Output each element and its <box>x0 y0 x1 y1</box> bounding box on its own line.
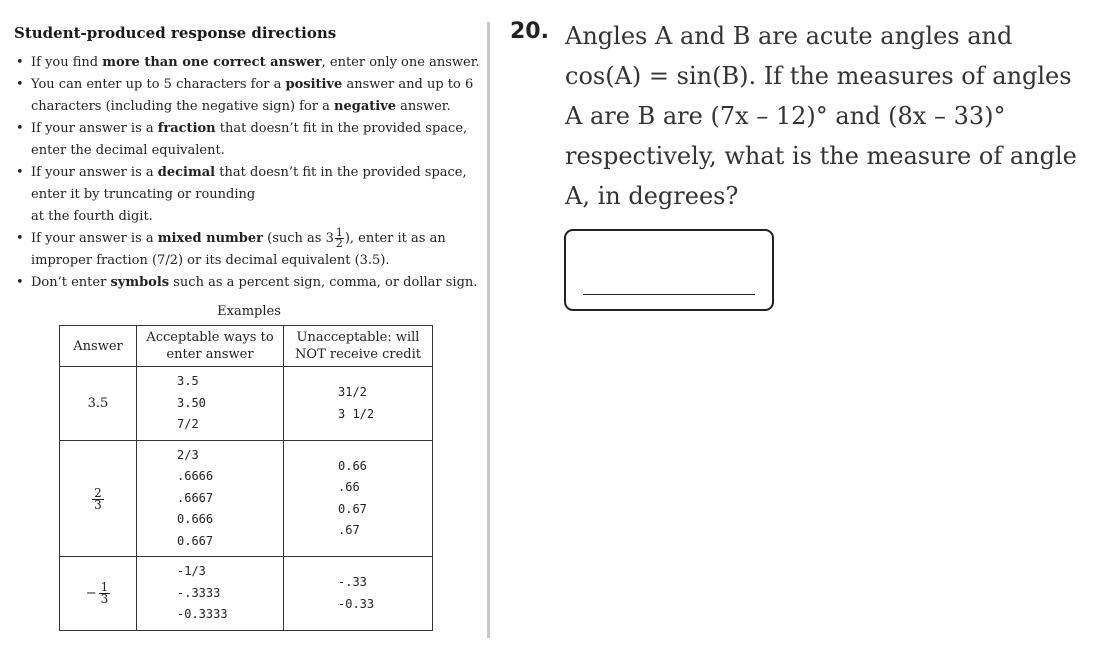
acceptable-cell: 2/3 .6666 .6667 0.666 0.667 <box>137 441 284 557</box>
examples-table <box>59 325 433 631</box>
unacceptable-cell: -.33 -0.33 <box>284 557 433 631</box>
acceptable-cell: -1/3 -.3333 -0.3333 <box>137 557 284 631</box>
answer-cell: 3.5 <box>60 367 137 441</box>
answer-input[interactable] <box>564 229 774 311</box>
column-divider <box>487 22 490 638</box>
fraction: $\frac{2}{3}$ <box>94 486 102 512</box>
acceptable-cell: 3.5 3.50 7/2 <box>137 367 284 441</box>
directions-title: Student-produced response directions <box>14 24 337 42</box>
table-row <box>60 441 433 557</box>
question-text: Angles A and B are acute angles and cos(A) = sin(B). If the measures of angles A are B are (7x – 12)° and (8x – 33)° respectively, what is the measure of angle A, in degrees? <box>565 22 1077 210</box>
unacceptable-cell: 31/2 3 1/2 <box>284 367 433 441</box>
direction-item: • Don’t enter symbols such as a percent sign, comma, or dollar sign. <box>14 272 484 294</box>
direction-item: • If you find more than one correct answer, enter only one answer. <box>14 52 484 74</box>
fraction: $\frac{1}{2}$ <box>335 226 343 250</box>
direction-item: • If your answer is a mixed number (such as 3 $\frac{1}{2}$ ), enter it as an improper fraction (7/2) or its decimal equivalent (3.5). <box>14 228 484 272</box>
table-row <box>60 557 433 631</box>
answer-cell: − $\frac{1}{3}$ <box>60 557 137 631</box>
header-answer: Answer <box>60 326 137 367</box>
directions-panel <box>14 24 484 631</box>
examples-label: Examples <box>217 304 281 319</box>
fraction: $\frac{1}{3}$ <box>100 580 109 606</box>
table-header-row <box>60 326 433 367</box>
table-row <box>60 367 433 441</box>
directions-list <box>14 52 484 294</box>
answer-cell <box>60 441 137 557</box>
header-acceptable: Acceptable ways to enter answer <box>137 326 284 367</box>
direction-item: • You can enter up to 5 characters for a positive answer and up to 6 characters (including the negative sign) for a negative answer. <box>14 74 484 118</box>
question-number: 20. <box>510 19 549 44</box>
direction-item: • If your answer is a fraction that doesn’t fit in the provided space, enter the decimal equivalent. <box>14 118 484 162</box>
direction-item: • If your answer is a decimal that doesn’t fit in the provided space, enter it by truncating or rounding at the fourth digit. <box>14 162 484 228</box>
unacceptable-cell: 0.66 .66 0.67 .67 <box>284 441 433 557</box>
header-unacceptable: Unacceptable: will NOT receive credit <box>284 326 433 367</box>
